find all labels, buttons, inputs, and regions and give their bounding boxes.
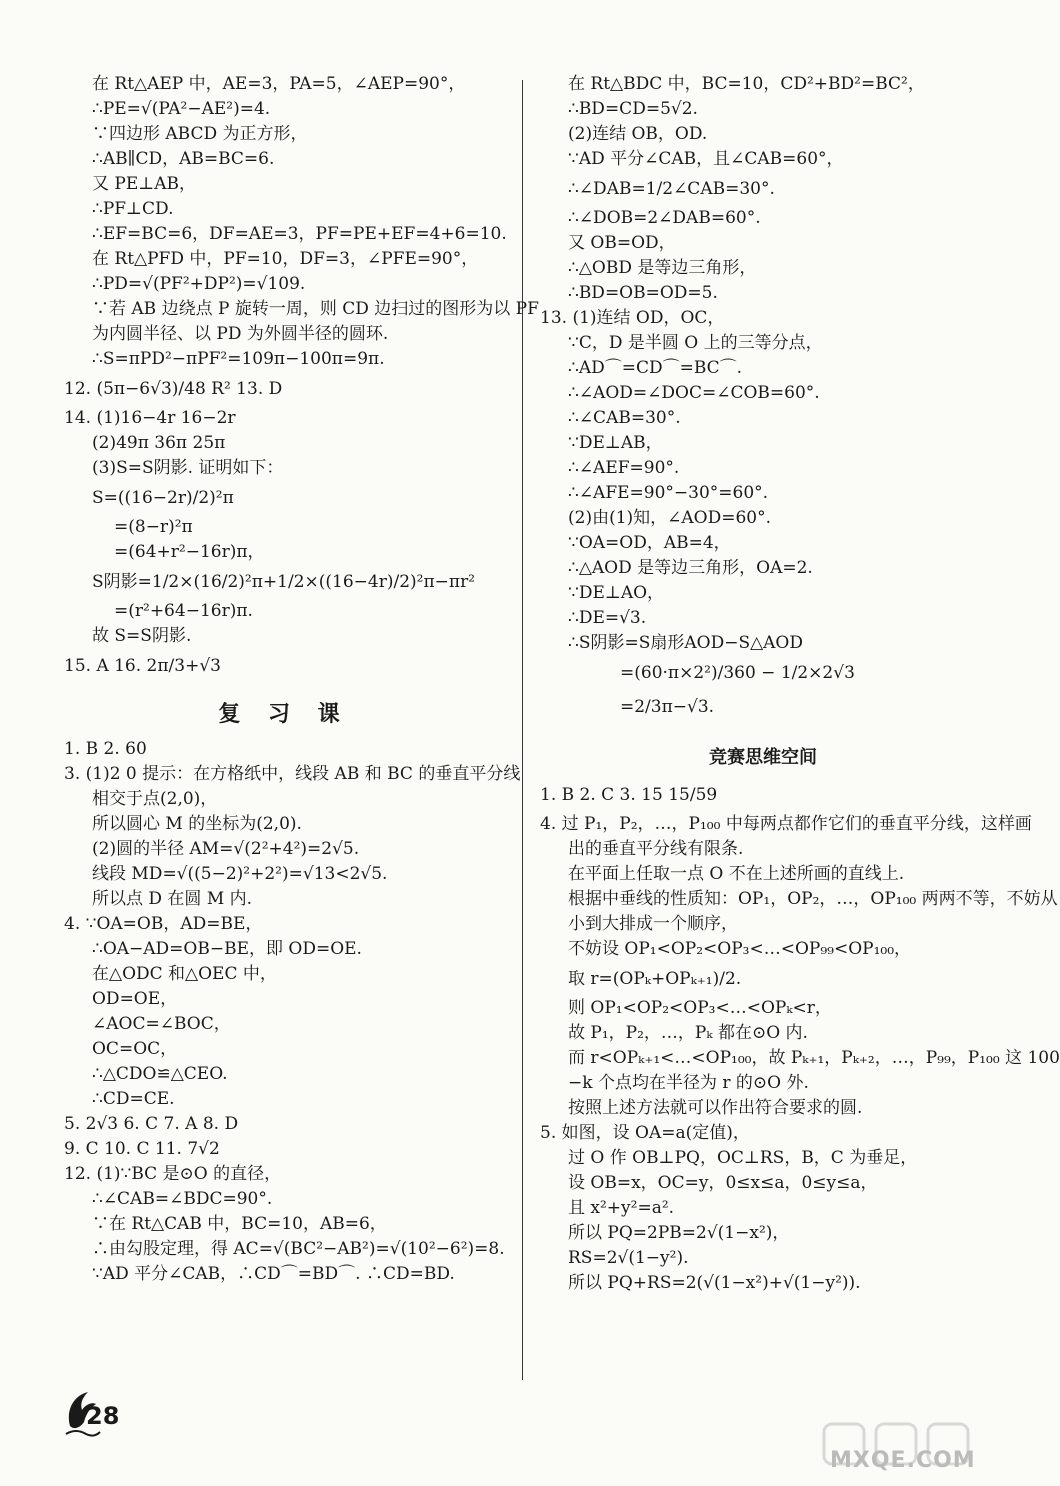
answer-line: ∵C，D 是半圆 O 上的三等分点， [568, 333, 823, 353]
answer-line: ∵DE⊥AO， [568, 583, 665, 603]
answer-line: ∴PD=√(PF²+DP²)=√109. [92, 274, 306, 294]
answer-line: 根据中垂线的性质知：OP₁，OP₂，…，OP₁₀₀ 两两不等，不妨从 [568, 889, 1058, 909]
column-divider [522, 80, 523, 1380]
answer-line: 不妨设 OP₁<OP₂<OP₃<…<OP₉₉<OP₁₀₀， [568, 939, 912, 959]
answer-line: OC=OC， [92, 1039, 178, 1059]
answer-line: ∴∠AOD=∠DOC=∠COB=60°. [568, 383, 820, 403]
answer-line: 出的垂直平分线有限条. [568, 839, 744, 859]
answer-line: ∵在 Rt△CAB 中，BC=10，AB=6， [92, 1214, 387, 1234]
answer-line: ∴EF=BC=6，DF=AE=3，PF=PE+EF=4+6=10. [92, 224, 507, 244]
answer-line: ∴∠DOB=2∠DAB=60°. [568, 208, 761, 228]
answer-line: 在 Rt△AEP 中，AE=3，PA=5，∠AEP=90°， [92, 74, 466, 94]
answer-line: 3. (1)2 0 提示：在方格纸中，线段 AB 和 BC 的垂直平分线 [64, 764, 521, 784]
answer-line: ∴S=πPD²−πPF²=109π−100π=9π. [92, 349, 385, 369]
answer-line: 过 O 作 OB⊥PQ，OC⊥RS，B，C 为垂足， [568, 1148, 918, 1168]
answer-line: ∴S阴影=S扇形AOD−S△AOD [568, 633, 804, 653]
answer-line: −k 个点均在半径为 r 的⊙O 外. [568, 1073, 809, 1093]
answer-line: 在 Rt△BDC 中，BC=10，CD²+BD²=BC²， [568, 74, 925, 94]
answer-line: 1. B 2. 60 [64, 739, 147, 759]
answer-line: OD=OE， [92, 989, 178, 1009]
answer-line: =2/3π−√3. [620, 697, 715, 717]
answer-line: ∴BD=CD=5√2. [568, 99, 698, 119]
answer-line: 13. (1)连结 OD，OC， [540, 308, 725, 328]
answer-line: ∴DE=√3. [568, 608, 647, 628]
answer-line: 在 Rt△PFD 中，PF=10，DF=3，∠PFE=90°， [92, 249, 479, 269]
answer-line: (2)由(1)知，∠AOD=60°. [568, 508, 772, 528]
answer-line: 1. B 2. C 3. 15 15/59 [540, 785, 718, 805]
answer-line: (2)圆的半径 AM=√(2²+4²)=2√5. [92, 839, 360, 859]
answer-line: =(64+r²−16r)π， [114, 542, 265, 562]
answer-line: 4. ∵OA=OB，AD=BE， [64, 914, 263, 934]
answer-line: S=((16−2r)/2)²π [92, 488, 234, 508]
answer-line: 小到大排成一个顺序， [568, 914, 738, 934]
answer-line: 则 OP₁<OP₂<OP₃<…<OPₖ<r， [568, 998, 832, 1018]
answer-line: ∴CD=CE. [92, 1089, 175, 1109]
answer-line: ∵OA=OD，AB=4， [568, 533, 731, 553]
answer-line: 所以 PQ=2PB=2√(1−x²)， [568, 1223, 790, 1243]
answer-line: 故 S=S阴影. [92, 626, 192, 646]
answer-line: ∠AOC=∠BOC， [92, 1014, 231, 1034]
answer-line: 12. (5π−6√3)/48 R² 13. D [64, 379, 283, 399]
answer-line: =(r²+64−16r)π. [114, 601, 253, 621]
answer-line: (3)S=S阴影. 证明如下： [92, 458, 284, 478]
answer-line: ∴AB∥CD，AB=BC=6. [92, 149, 275, 169]
answer-line: S阴影=1/2×(16/2)²π+1/2×((16−4r)/2)²π−πr² [92, 572, 476, 592]
answer-line: 按照上述方法就可以作出符合要求的圆. [568, 1098, 863, 1118]
answer-line: ∵DE⊥AB， [568, 433, 663, 453]
answer-line: 故 P₁，P₂，…，Pₖ 都在⊙O 内. [568, 1023, 808, 1043]
answer-line: ∴AD⌒=CD⌒=BC⌒. [568, 358, 743, 378]
answer-line: ∴△AOD 是等边三角形，OA=2. [568, 558, 813, 578]
answer-line: 相交于点(2,0)， [92, 789, 218, 809]
answer-line: ∴∠DAB=1/2∠CAB=30°. [568, 179, 775, 199]
answer-line: 线段 MD=√((5−2)²+2²)=√13<2√5. [92, 864, 388, 884]
answer-line: ∴OA−AD=OB−BE，即 OD=OE. [92, 939, 362, 959]
answer-line: 又 PE⊥AB， [92, 174, 197, 194]
answer-line: 12. (1)∵BC 是⊙O 的直径， [64, 1164, 282, 1184]
answer-line: 15. A 16. 2π/3+√3 [64, 656, 221, 676]
section-heading-review: 复 习 课 [218, 702, 350, 727]
answer-line: 14. (1)16−4r 16−2r [64, 408, 236, 428]
answer-line: 且 x²+y²=a². [568, 1198, 675, 1218]
answer-line: 所以点 D 在圆 M 内. [92, 889, 253, 909]
answer-line: (2)49π 36π 25π [92, 433, 226, 453]
answer-line: 设 OB=x，OC=y，0≤x≤a，0≤y≤a， [568, 1173, 878, 1193]
answer-line: RS=2√(1−y²). [568, 1248, 689, 1268]
answer-line: 5. 2√3 6. C 7. A 8. D [64, 1114, 239, 1134]
answer-line: 在△ODC 和△OEC 中， [92, 964, 277, 984]
answer-line: ∴∠CAB=30°. [568, 408, 681, 428]
answer-line: 取 r=(OPₖ+OPₖ₊₁)/2. [568, 969, 742, 989]
answer-line: ∵AD 平分∠CAB，∴CD⌒=BD⌒. ∴CD=BD. [92, 1264, 455, 1284]
answer-line: 9. C 10. C 11. 7√2 [64, 1139, 220, 1159]
answer-line: =(8−r)²π [114, 517, 193, 537]
answer-line: ∴∠AEF=90°. [568, 458, 680, 478]
answer-line: 而 r<OPₖ₊₁<…<OP₁₀₀，故 Pₖ₊₁，Pₖ₊₂，…，P₉₉，P₁₀₀ 这 100 [568, 1048, 1060, 1068]
answer-line: =(60·π×2²)/360 − 1/2×2√3 [620, 663, 855, 683]
answer-line: ∴∠AFE=90°−30°=60°. [568, 483, 769, 503]
answer-line: ∵四边形 ABCD 为正方形， [92, 124, 308, 144]
answer-line: ∴△CDO≌△CEO. [92, 1064, 228, 1084]
answer-line: ∴PE=√(PA²−AE²)=4. [92, 99, 271, 119]
page-number: 28 [86, 1402, 120, 1430]
answer-line: ∴∠CAB=∠BDC=90°. [92, 1189, 273, 1209]
left-column [64, 72, 539, 1287]
answer-line: (2)连结 OB，OD. [568, 124, 708, 144]
answer-line: 在平面上任取一点 O 不在上述所画的直线上. [568, 864, 905, 884]
answer-line: ∴PF⊥CD. [92, 199, 174, 219]
answer-line: 4. 过 P₁，P₂，…，P₁₀₀ 中每两点都作它们的垂直平分线，这样画 [540, 814, 1032, 834]
answer-line: 所以 PQ+RS=2(√(1−x²)+√(1−y²)). [568, 1273, 861, 1293]
answer-line: ∴△OBD 是等边三角形， [568, 258, 757, 278]
answer-line: 5. 如图，设 OA=a(定值)， [540, 1123, 750, 1143]
answer-line: ∵若 AB 边绕点 P 旋转一周，则 CD 边扫过的图形为以 PF [92, 299, 539, 319]
watermark-text: MXQE.COM [830, 1448, 976, 1473]
section-heading-competition: 竞赛思维空间 [709, 747, 817, 768]
answer-line: 又 OB=OD， [568, 233, 676, 253]
answer-line: 所以圆心 M 的坐标为(2,0). [92, 814, 302, 834]
answer-line: ∴BD=OB=OD=5. [568, 283, 718, 303]
answer-line: ∴由勾股定理，得 AC=√(BC²−AB²)=√(10²−6²)=8. [92, 1239, 505, 1259]
answer-line: 为内圆半径、以 PD 为外圆半径的圆环. [92, 324, 389, 344]
right-column [540, 72, 1060, 1296]
answer-line: ∵AD 平分∠CAB，且∠CAB=60°， [568, 149, 844, 169]
